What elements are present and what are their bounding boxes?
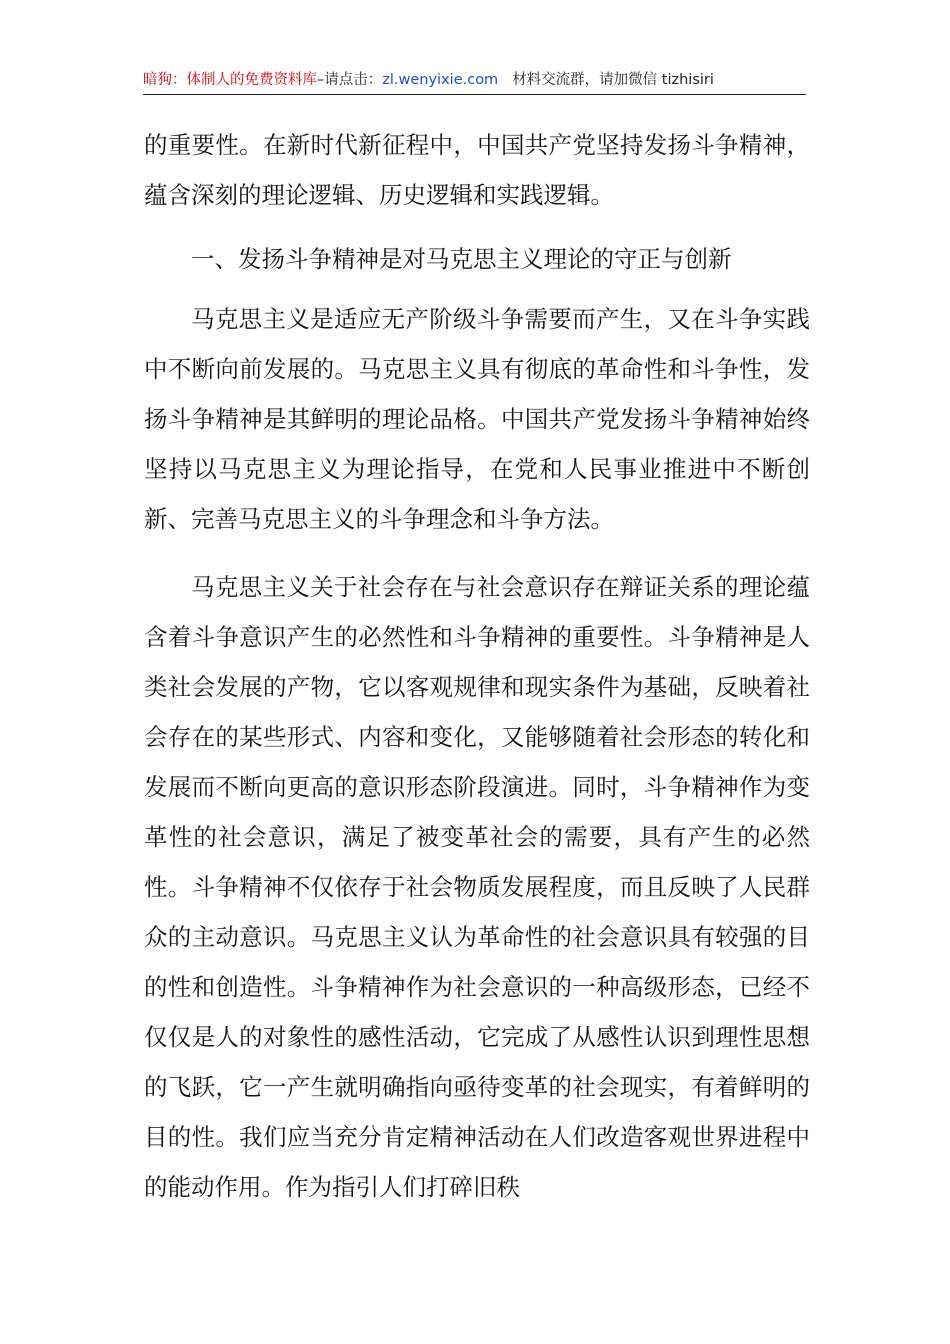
page-header — [143, 66, 806, 95]
header-link[interactable]: zl.wenyixie.com — [382, 72, 499, 88]
section-heading: 一、发扬斗争精神是对马克思主义理论的守正与创新 — [191, 245, 732, 273]
header-separator: –请点击： — [317, 72, 383, 88]
header-brand: 暗狗：体制人的免费资料库 — [143, 72, 317, 88]
paragraph-continuation: 的重要性。在新时代新征程中，中国共产党坚持发扬斗争精神，蕴含深刻的理论逻辑、历史逻辑和实践逻辑。 — [144, 131, 810, 209]
header-group-info: 材料交流群，请加微信 tizhisiri — [512, 72, 714, 88]
paragraph-social-consciousness: 马克思主义关于社会存在与社会意识存在辩证关系的理论蕴含着斗争意识产生的必然性和斗争精神的重要性。斗争精神是人类社会发展的产物，它以客观规律和现实条件为基础，反映着社会存在的某些形式、内容和变化，又能够随着社会形态的转化和发展而不断向更高的意识形态阶段演进。同时，斗争精神作为变革性的社会意识，满足了被变革社会的需要，具有产生的必然性。斗争精神不仅依存于社会物质发展程度，而且反映了人民群众的主动意识。马克思主义认为革命性的社会意识具有较强的目的性和创造性。斗争精神作为社会意识的一种高级形态，已经不仅仅是人的对象性的感性活动，它完成了从感性认识到理性思想的飞跃，它一产生就明确指向亟待变革的社会现实，有着鲜明的目的性。我们应当充分肯定精神活动在人们改造客观世界进程中的能动作用。作为指引人们打碎旧秩 — [144, 573, 810, 1201]
document-body — [144, 120, 810, 1212]
paragraph-marxism-struggle: 马克思主义是适应无产阶级斗争需要而产生，又在斗争实践中不断向前发展的。马克思主义具有彻底的革命性和斗争性，发扬斗争精神是其鲜明的理论品格。中国共产党发扬斗争精神始终坚持以马克思主义为理论指导，在党和人民事业推进中不断创新、完善马克思主义的斗争理念和斗争方法。 — [144, 305, 810, 533]
